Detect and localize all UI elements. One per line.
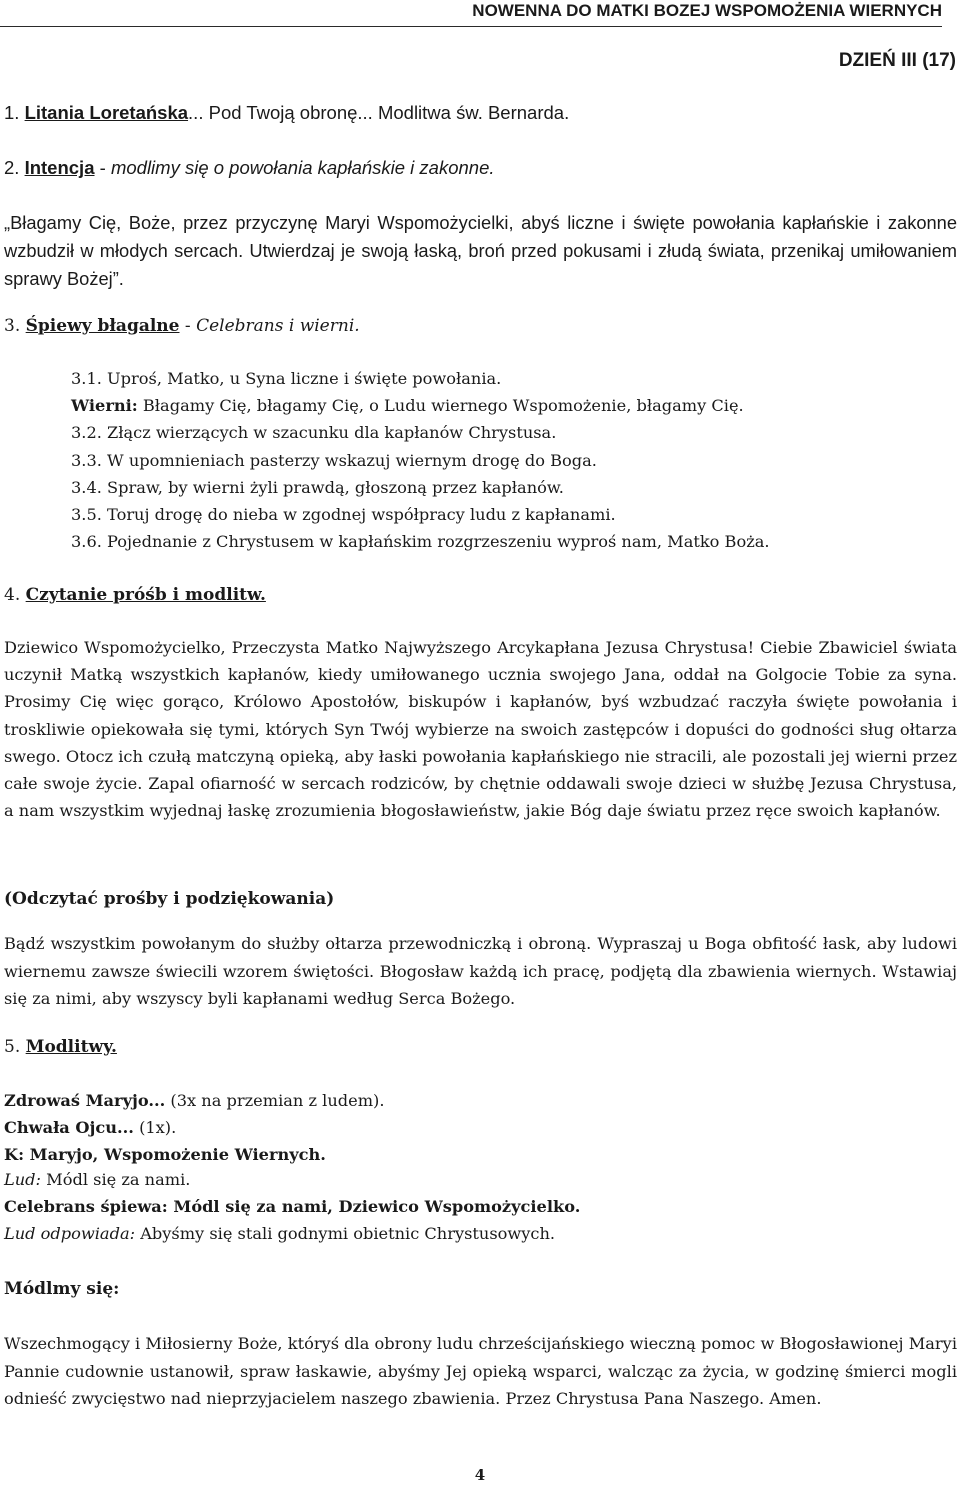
reading-paragraph: Dziewico Wspomożycielko, Przeczysta Matko Najwyższego Arcykapłana Jezusa Chrystusa! Ciebie Zbawiciel świata uczynił Matką wszystkich kapłanów, kiedy umiłowanego ucznia swojego Jana, oddał na Golgocie Tobie za syna. Prosimy Cię więc gorąco, Królowo Apostołów, biskupów i kapłanów, byś wzbudzać raczyła święte powołania i troskliwie opiekowała się tymi, których Syn Twój wybierze na swoich zastępców i dopuści do godności sług ołtarza swego. Otocz ich czułą matczyną opieką, aby łaski powołania kapłańskiego nie stracili, ale pozostali jej wierni przez całe swoje życie. Zapal ofiarność w sercach rodziców, by chętnie oddawali swoje dzieci w służbę Jezusa Chrystusa, a nam wszystkim wyjednaj łaskę zrozumienia błogosławieństw, jakie Bóg daje światu przez ręce swoich kapłanów. [4, 638, 957, 821]
section-4-number: 4. [4, 585, 21, 605]
section-2 [4, 157, 495, 179]
chant-response-text: Błagamy Cię, błagamy Cię, o Ludu wiernego Wspomożenie, błagamy Cię. [137, 396, 744, 415]
section-1-text: ... Pod Twoją obronę... Modlitwa św. Bernarda. [188, 102, 570, 123]
section-3 [4, 316, 360, 336]
section-1-heading: Litania Loretańska [24, 102, 189, 123]
prayer-people-answer-label: Lud odpowiada: [4, 1224, 136, 1243]
closing-paragraph: Bądź wszystkim powołanym do służby ołtarza przewodniczką i obroną. Wypraszaj u Boga obfitość łask, aby ludowi wiernemu zawsze świecili wzorem świętości. Błogosław każdą ich pracę, podjętą dla zbawienia wiernych. Wstawiaj się za nimi, aby wszyscy byli kapłanami według Serca Bożego. [4, 934, 957, 1008]
prayer-people-label: Lud: [4, 1170, 41, 1189]
section-2-text: modlimy się o powołania kapłańskie i zakonne. [110, 157, 495, 178]
chant-response-label: Wierni: [71, 396, 138, 415]
section-3-number: 3. [4, 316, 21, 336]
prayer-glory [4, 1118, 176, 1137]
chant-1: 3.1. Uproś, Matko, u Syna liczne i święte powołania. [71, 369, 502, 388]
chant-5: 3.5. Toruj drogę do nieba w zgodnej współpracy ludu z kapłanami. [71, 505, 616, 524]
chant-6: 3.6. Pojednanie z Chrystusem w kapłańskim rozgrzeszeniu wyproś nam, Matko Boża. [71, 532, 770, 551]
let-us-pray-heading: Módlmy się: [4, 1279, 120, 1299]
prayer-glory-title: Chwała Ojcu... [4, 1118, 134, 1137]
section-3-heading: Śpiewy błagalne [25, 316, 180, 336]
section-4 [4, 585, 266, 605]
final-prayer-paragraph: Wszechmogący i Miłosierny Boże, któryś dla obrony ludu chrześcijańskiego wieczną pomoc w Błogosławionej Maryi Pannie cudownie ustanowił, spraw łaskawie, abyśmy Jej opieką wsparci, walcząc za życia, w godzinę śmierci mogli odnieść zwycięstwo nad nieprzyjacielem naszego zbawienia. Przez Chrystusa Pana Naszego. Amen. [4, 1334, 957, 1408]
page-number: 4 [474, 1466, 486, 1484]
chant-4: 3.4. Spraw, by wierni żyli prawdą, głoszoną przez kapłanów. [71, 478, 564, 497]
section-5 [4, 1037, 117, 1057]
prayer-people-response [4, 1170, 190, 1189]
prayer-celebrant-sings: Celebrans śpiewa: Módl się za nami, Dziewico Wspomożycielko. [4, 1197, 581, 1216]
section-3-dash: - [179, 316, 197, 336]
prayer-celebrant-call: K: Maryjo, Wspomożenie Wiernych. [4, 1145, 326, 1164]
section-1 [4, 102, 569, 124]
prayer-hail-mary-note: (3x na przemian z ludem). [165, 1091, 385, 1110]
section-5-number: 5. [4, 1037, 21, 1057]
section-2-dash: - [94, 157, 111, 178]
prayer-people-answer [4, 1224, 555, 1243]
chant-3: 3.3. W upomnieniach pasterzy wskazuj wiernym drogę do Boga. [71, 451, 597, 470]
section-4-heading: Czytanie próśb i modlitw. [25, 585, 266, 605]
section-1-number: 1. [4, 102, 20, 123]
section-5-heading: Modlitwy. [25, 1037, 117, 1057]
prayer-glory-note: (1x). [133, 1118, 177, 1137]
day-label: DZIEŃ III (17) [838, 50, 956, 71]
chant-response [71, 396, 744, 415]
prayer-people-text: Módl się za nami. [41, 1170, 191, 1189]
section-2-heading: Intencja [24, 157, 95, 178]
intention-paragraph: „Błagamy Cię, Boże, przez przyczynę Maryi Wspomożycielki, abyś liczne i święte powołania kapłańskie i zakonne wzbudził w młodych sercach. Utwierdzaj je swoją łaską, broń przed pokusami i złudą świata, przenikaj umiłowaniem sprawy Bożej”. [4, 212, 957, 289]
chant-2: 3.2. Złącz wierzących w szacunku dla kapłanów Chrystusa. [71, 423, 557, 442]
prayer-people-answer-text: Abyśmy się stali godnymi obietnic Chrystusowych. [135, 1224, 556, 1243]
section-3-text: Celebrans i wierni. [196, 316, 360, 336]
prayer-hail-mary [4, 1091, 385, 1110]
requests-instruction: (Odczytać prośby i podziękowania) [4, 889, 335, 909]
prayer-hail-mary-title: Zdrowaś Maryjo... [4, 1091, 166, 1110]
section-2-number: 2. [4, 157, 20, 178]
running-header: NOWENNA DO MATKI BOZEJ WSPOMOŻENIA WIERNYCH [0, 0, 942, 27]
